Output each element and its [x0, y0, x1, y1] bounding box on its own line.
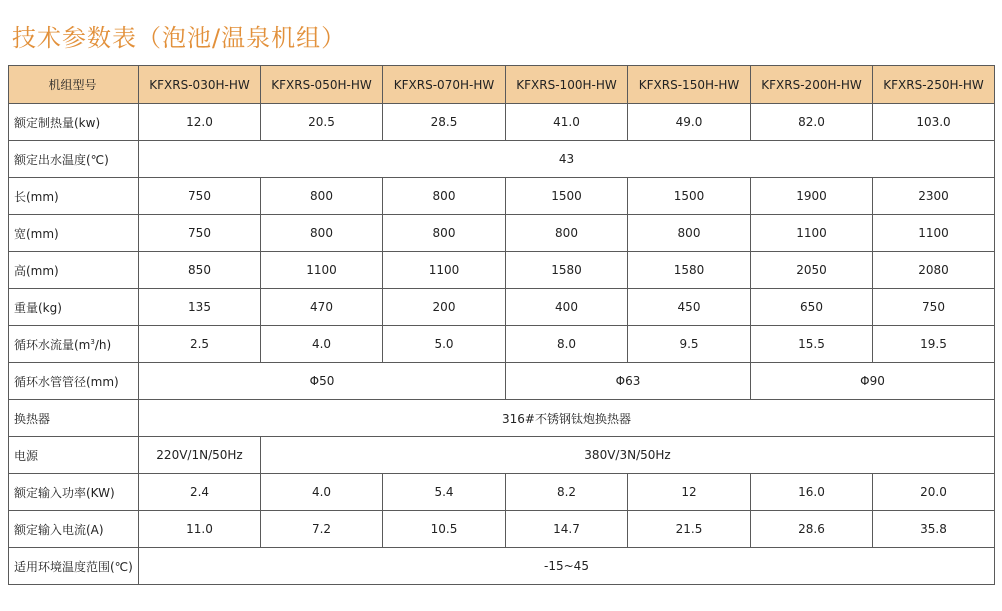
cell: 11.0 — [139, 511, 261, 548]
row-power-supply — [9, 437, 995, 474]
cell: 21.5 — [628, 511, 751, 548]
cell: 12 — [628, 474, 751, 511]
cell: 1100 — [383, 252, 506, 289]
model-header: KFXRS-100H-HW — [506, 66, 628, 104]
row-label-sup: 3 — [90, 337, 95, 346]
cell: 28.5 — [383, 104, 506, 141]
cell: 2.5 — [139, 326, 261, 363]
cell: 28.6 — [751, 511, 873, 548]
row-label: 宽(mm) — [9, 215, 139, 252]
cell: 400 — [506, 289, 628, 326]
row-label-suffix: /h) — [94, 337, 112, 352]
row-input-power — [9, 474, 995, 511]
cell: 5.4 — [383, 474, 506, 511]
row-exchanger — [9, 400, 995, 437]
cell: 2080 — [873, 252, 995, 289]
cell: 49.0 — [628, 104, 751, 141]
cell: 1100 — [873, 215, 995, 252]
model-header: KFXRS-150H-HW — [628, 66, 751, 104]
row-label: 循环水管管径(mm) — [9, 363, 139, 400]
header-label: 机组型号 — [9, 66, 139, 104]
row-flow — [9, 326, 995, 363]
cell: 1900 — [751, 178, 873, 215]
cell: 2050 — [751, 252, 873, 289]
cell: Φ90 — [751, 363, 995, 400]
cell: 380V/3N/50Hz — [261, 437, 995, 474]
row-width — [9, 215, 995, 252]
cell: 1580 — [628, 252, 751, 289]
cell: 1100 — [751, 215, 873, 252]
cell: 220V/1N/50Hz — [139, 437, 261, 474]
cell: 8.2 — [506, 474, 628, 511]
cell: 800 — [383, 215, 506, 252]
cell: 19.5 — [873, 326, 995, 363]
cell: 800 — [506, 215, 628, 252]
cell: 135 — [139, 289, 261, 326]
cell: 4.0 — [261, 326, 383, 363]
row-label: 长(mm) — [9, 178, 139, 215]
cell: 850 — [139, 252, 261, 289]
row-height — [9, 252, 995, 289]
cell: 1100 — [261, 252, 383, 289]
cell: 200 — [383, 289, 506, 326]
cell: 1500 — [506, 178, 628, 215]
cell: 2.4 — [139, 474, 261, 511]
row-heating — [9, 104, 995, 141]
cell: 800 — [261, 215, 383, 252]
row-label: 额定输入功率(KW) — [9, 474, 139, 511]
cell: 2300 — [873, 178, 995, 215]
cell: 41.0 — [506, 104, 628, 141]
cell: 20.0 — [873, 474, 995, 511]
row-label — [9, 326, 139, 363]
cell: 35.8 — [873, 511, 995, 548]
cell: 316#不锈钢钛炮换热器 — [139, 400, 995, 437]
row-label: 高(mm) — [9, 252, 139, 289]
cell: 800 — [383, 178, 506, 215]
row-label: 额定制热量(kw) — [9, 104, 139, 141]
row-label: 额定出水温度(℃) — [9, 141, 139, 178]
header-row — [9, 66, 995, 104]
row-label: 重量(kg) — [9, 289, 139, 326]
cell: -15~45 — [139, 548, 995, 585]
row-outlet-temp — [9, 141, 995, 178]
cell: 750 — [139, 215, 261, 252]
cell: 7.2 — [261, 511, 383, 548]
cell: 14.7 — [506, 511, 628, 548]
cell: 750 — [873, 289, 995, 326]
row-ambient — [9, 548, 995, 585]
row-pipe — [9, 363, 995, 400]
row-length — [9, 178, 995, 215]
row-label: 电源 — [9, 437, 139, 474]
model-header: KFXRS-200H-HW — [751, 66, 873, 104]
row-weight — [9, 289, 995, 326]
cell: 650 — [751, 289, 873, 326]
cell: 1500 — [628, 178, 751, 215]
row-label: 换热器 — [9, 400, 139, 437]
cell: 1580 — [506, 252, 628, 289]
cell: 43 — [139, 141, 995, 178]
row-label: 额定输入电流(A) — [9, 511, 139, 548]
row-label: 适用环境温度范围(℃) — [9, 548, 139, 585]
spec-table — [8, 65, 995, 585]
cell: 800 — [628, 215, 751, 252]
model-header: KFXRS-030H-HW — [139, 66, 261, 104]
cell: 800 — [261, 178, 383, 215]
cell: 82.0 — [751, 104, 873, 141]
cell: 450 — [628, 289, 751, 326]
cell: Φ63 — [506, 363, 751, 400]
model-header: KFXRS-050H-HW — [261, 66, 383, 104]
cell: 12.0 — [139, 104, 261, 141]
cell: Φ50 — [139, 363, 506, 400]
cell: 9.5 — [628, 326, 751, 363]
cell: 470 — [261, 289, 383, 326]
row-input-current — [9, 511, 995, 548]
page-title: 技术参数表（泡池/温泉机组） — [12, 24, 347, 52]
row-label-prefix: 循环水流量(m — [14, 337, 91, 352]
cell: 103.0 — [873, 104, 995, 141]
cell: 10.5 — [383, 511, 506, 548]
cell: 5.0 — [383, 326, 506, 363]
cell: 4.0 — [261, 474, 383, 511]
cell: 16.0 — [751, 474, 873, 511]
model-header: KFXRS-070H-HW — [383, 66, 506, 104]
cell: 15.5 — [751, 326, 873, 363]
model-header: KFXRS-250H-HW — [873, 66, 995, 104]
cell: 8.0 — [506, 326, 628, 363]
cell: 20.5 — [261, 104, 383, 141]
cell: 750 — [139, 178, 261, 215]
